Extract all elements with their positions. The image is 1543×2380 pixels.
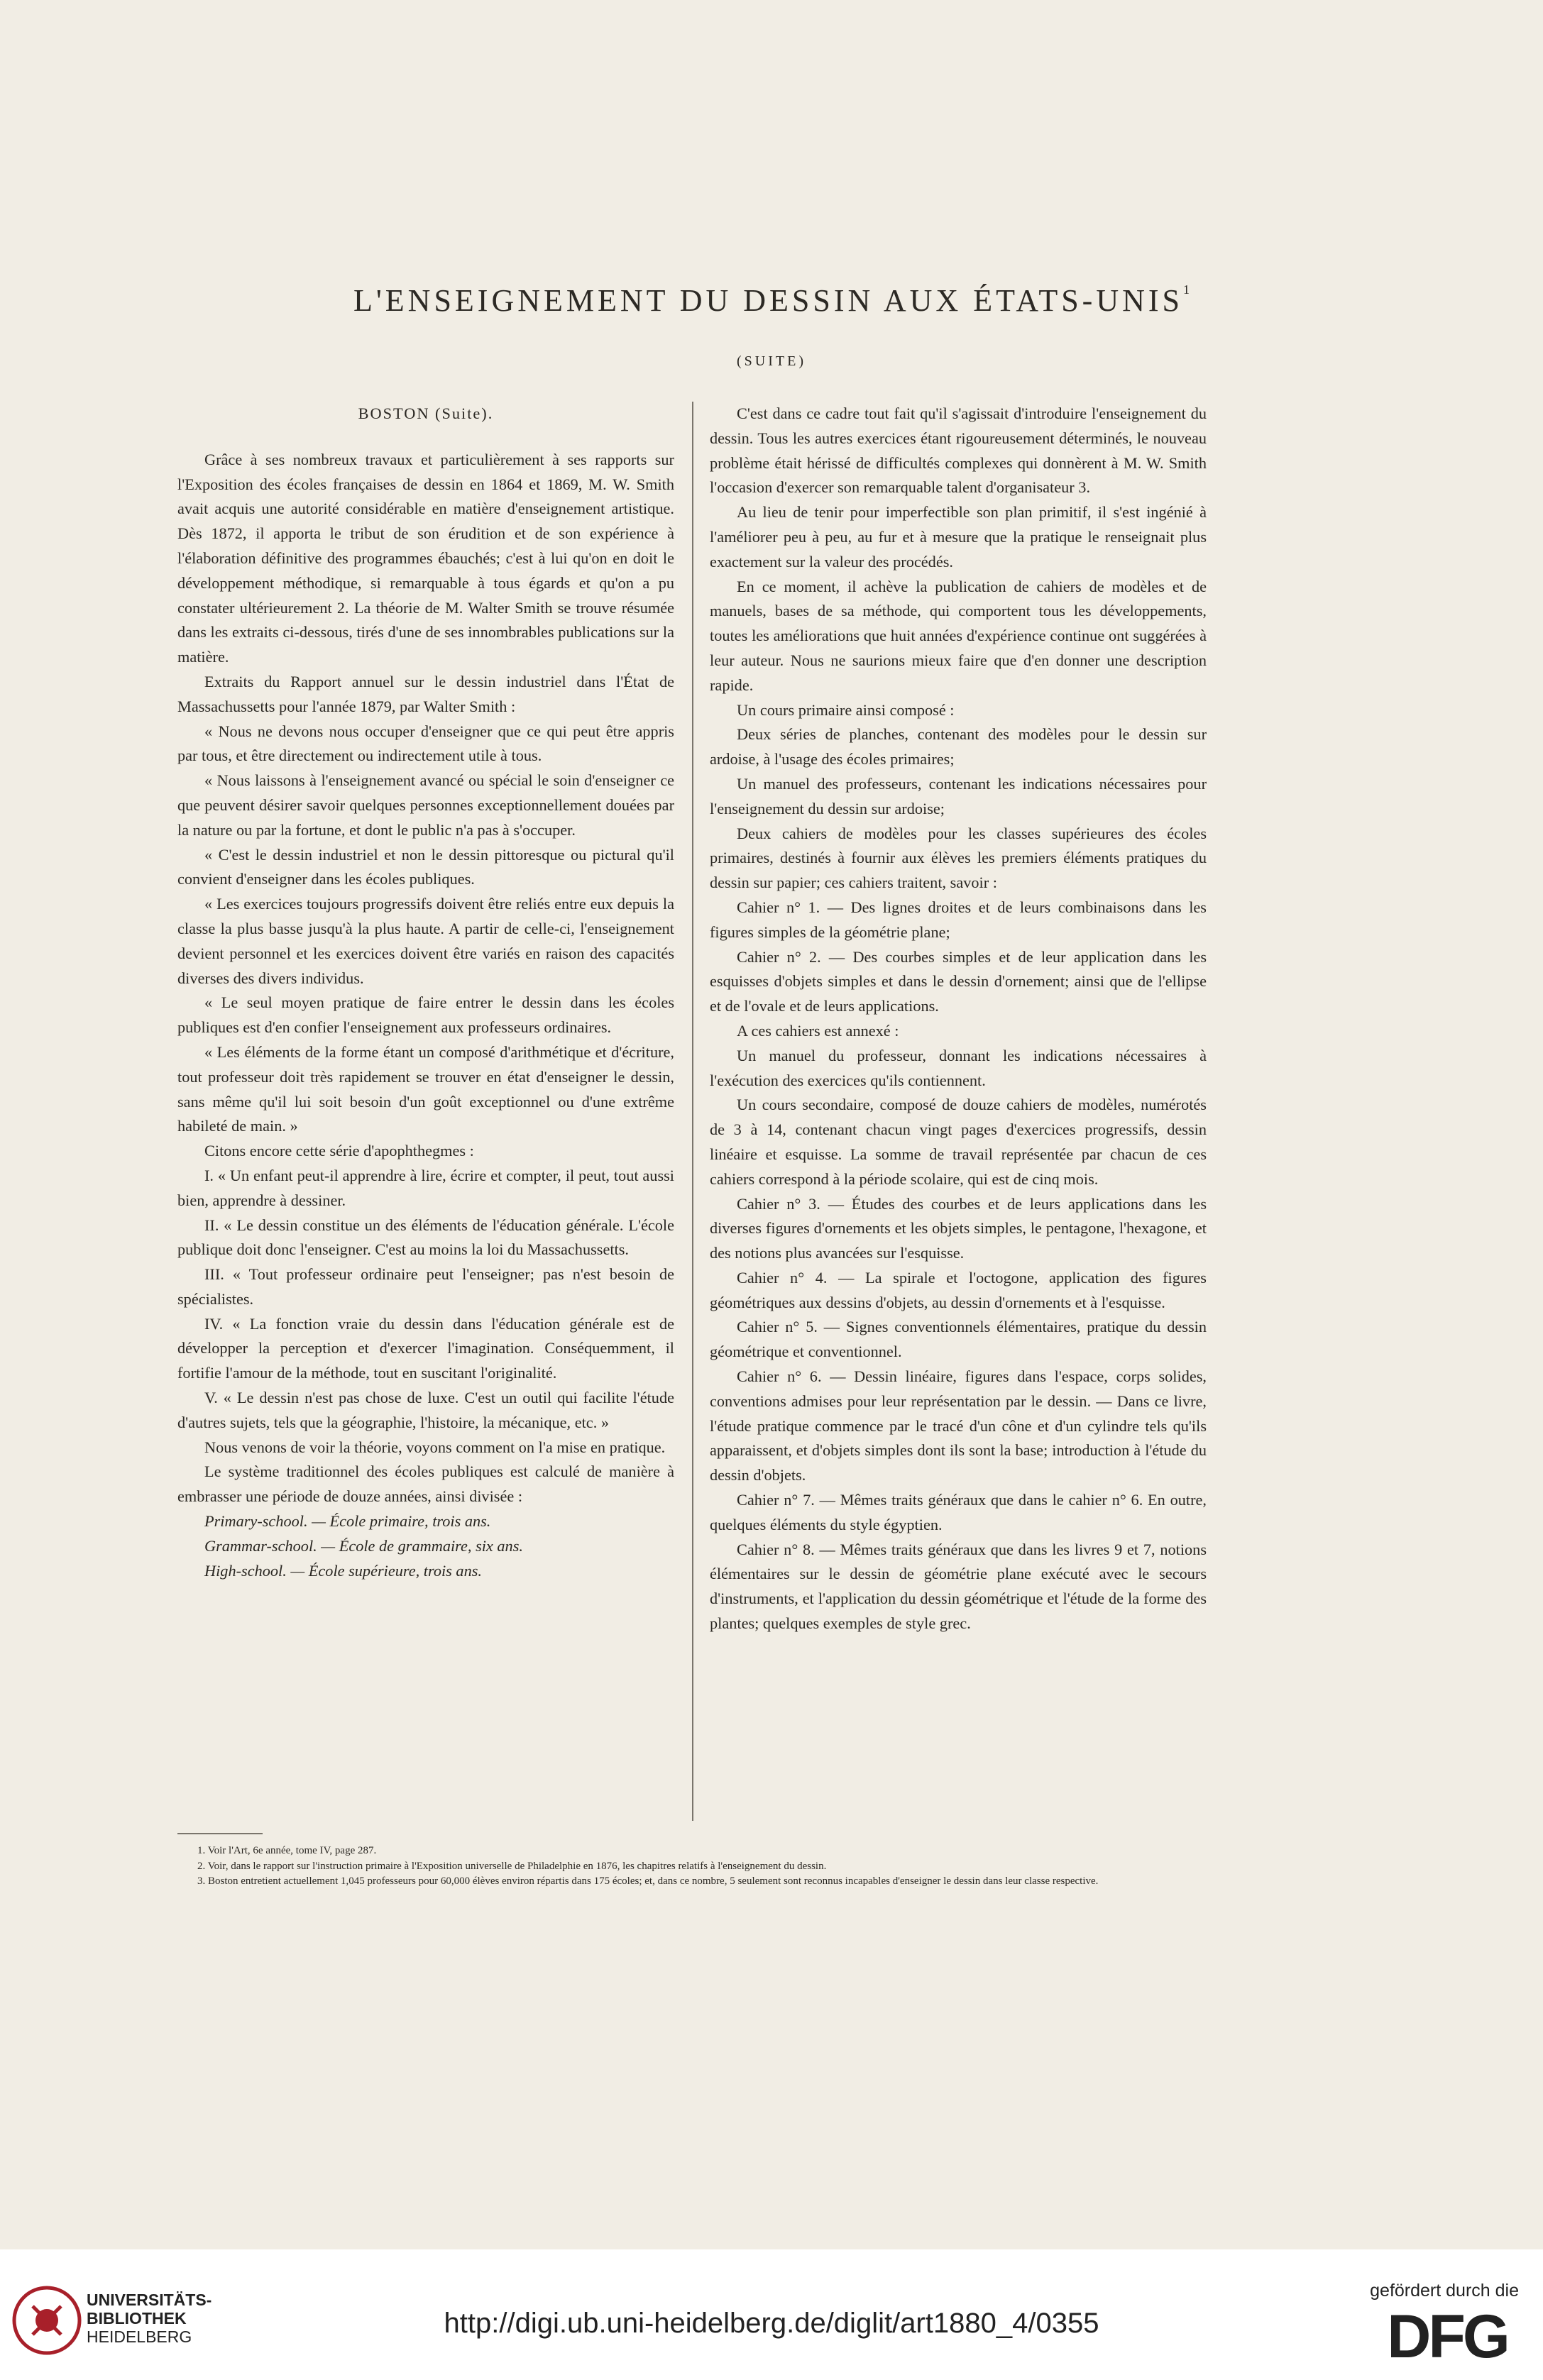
footnote-rule — [177, 1833, 263, 1834]
paragraph: « Nous ne devons nous occuper d'enseigner que ce qui peut être appris par tous, et être directement ou indirectement utile à tous. — [177, 722, 674, 765]
paragraph: Deux cahiers de modèles pour les classes supérieures des écoles primaires, destinés à fournir aux élèves les premiers éléments pratiques du dessin sur papier; ces cahiers traitent, savoir : — [710, 824, 1207, 892]
paragraph: II. « Le dessin constitue un des éléments de l'éducation générale. L'école publique doit donc l'enseigner. C'est au moins la loi du Massachussetts. — [177, 1216, 674, 1259]
paragraph: V. « Le dessin n'est pas chose de luxe. C'est un outil qui facilite l'étude d'autres sujets, tels que la géographie, l'histoire, la mécanique, etc. » — [177, 1389, 674, 1431]
permalink-url[interactable]: http://digi.ub.uni-heidelberg.de/diglit/art1880_4/0355 — [444, 2308, 1099, 2339]
footnote: 3. Boston entretient actuellement 1,045 professeurs pour 60,000 élèves environ répartis dans 175 écoles; et, dans ce nombre, 5 seulement sont reconnus incapables d'enseigner le dessin dans leur classe respective. — [197, 1875, 1099, 1887]
footnote: 2. Voir, dans le rapport sur l'instruction primaire à l'Exposition universelle de Philadelphie en 1876, les chapitres relatifs à l'enseignement du dessin. — [197, 1860, 827, 1872]
paragraph: « Les exercices toujours progressifs doivent être reliés entre eux depuis la classe la plus basse jusqu'à la plus haute. A partir de celle-ci, l'enseignement devient personnel et les exercices doivent être variés en raison des capacités diverses des divers individus. — [177, 895, 674, 987]
paragraph: Nous venons de voir la théorie, voyons comment on l'a mise en pratique. — [204, 1438, 666, 1456]
paragraph: Cahier n° 7. — Mêmes traits généraux que dans le cahier n° 6. En outre, quelques éléments du style égyptien. — [710, 1491, 1207, 1533]
paragraph: Deux séries de planches, contenant des modèles pour le dessin sur ardoise, à l'usage des écoles primaires; — [710, 725, 1207, 768]
paragraph: Un manuel du professeur, donnant les indications nécessaires à l'exécution des exercices qu'ils contiennent. — [710, 1046, 1207, 1089]
title-footnote-marker: 1 — [1183, 282, 1190, 297]
paragraph: Cahier n° 3. — Études des courbes et de leurs applications dans les diverses figures d'ornements et les objets simples, le pentagone, l'hexagone, et des notions plus avancées sur l'esquisse. — [710, 1194, 1207, 1262]
paragraph: Citons encore cette série d'apophthegmes : — [204, 1142, 474, 1160]
funder-caption: gefördert durch die — [1370, 2281, 1519, 2301]
paragraph: « Nous laissons à l'enseignement avancé ou spécial le soin d'enseigner ce que peuvent désirer savoir quelques personnes exceptionnellement douées par la nature ou par la fortune, et dont le public n'a pas à s'occuper. — [177, 771, 674, 839]
viewer-footer — [0, 2249, 1543, 2380]
paragraph: Un cours secondaire, composé de douze cahiers de modèles, numérotés de 3 à 14, contenant chacun vingt pages d'exercices progressifs, dessin linéaire et esquisse. La somme de travail représentée par chacun de ces cahiers correspond à la période scolaire, qui est de cinq mois. — [710, 1096, 1207, 1188]
section-heading: BOSTON (Suite). — [358, 404, 494, 422]
paragraph: « Le seul moyen pratique de faire entrer le dessin dans les écoles publiques est d'en confier l'enseignement aux professeurs ordinaires. — [177, 993, 674, 1037]
paragraph: Cahier n° 4. — La spirale et l'octogone, application des figures géométriques aux dessins d'objets, au dessin d'ornements et à l'esquisse. — [710, 1268, 1207, 1311]
paragraph: « C'est le dessin industriel et non le dessin pittoresque ou pictural qu'il convient d'enseigner dans les écoles publiques. — [177, 845, 674, 888]
paragraph: Cahier n° 6. — Dessin linéaire, figures dans l'espace, corps solides, conventions admises pour leur représentation par le dessin. — Dans ce livre, l'étude pratique commence par le tracé d'un cône et d'un cylindre tels qu'ils apparaissent, et d'objets simples dont ils sont la base; introduction à l'étude du dessin d'objets. — [710, 1367, 1207, 1484]
dfg-logo-text: DFG — [1387, 2308, 1508, 2364]
right-column — [710, 402, 1207, 1636]
footnote: 1. Voir l'Art, 6e année, tome IV, page 287. — [197, 1845, 377, 1856]
footnotes — [177, 1844, 1207, 1890]
paragraph: III. « Tout professeur ordinaire peut l'enseigner; pas n'est besoin de spécialistes. — [177, 1265, 674, 1308]
article-subtitle: (SUITE) — [737, 353, 806, 369]
paragraph: Extraits du Rapport annuel sur le dessin industriel dans l'État de Massachussetts pour l'année 1879, par Walter Smith : — [177, 672, 674, 715]
paragraph: Au lieu de tenir pour imperfectible son plan primitif, il s'est ingénié à l'améliorer peu à peu, au fur et à mesure que la pratique le renseignait plus exactement sur la valeur des procédés. — [710, 503, 1207, 571]
library-name-line1: UNIVERSITÄTS- — [87, 2291, 212, 2309]
paragraph: Primary-school. — École primaire, trois ans. — [204, 1512, 491, 1531]
left-column — [177, 402, 674, 1583]
paragraph: High-school. — École supérieure, trois ans. — [204, 1561, 482, 1580]
library-name-line3: HEIDELBERG — [87, 2327, 192, 2346]
paragraph: Un cours primaire ainsi composé : — [737, 700, 955, 719]
paragraph: I. « Un enfant peut-il apprendre à lire, écrire et compter, il peut, tout aussi bien, apprendre à dessiner. — [177, 1166, 674, 1209]
paragraph: En ce moment, il achève la publication de cahiers de modèles et de manuels, bases de sa méthode, qui comportent tous les développements, toutes les améliorations que huit années d'expérience continue ont suggérées à leur auteur. Nous ne saurions mieux faire que d'en donner une description rapide. — [710, 577, 1207, 694]
paragraph: Cahier n° 8. — Mêmes traits généraux que dans les livres 9 et 7, notions élémentaires sur le dessin de géométrie plane exécuté avec le secours d'instruments, et l'application du dessin géométrique et l'étude de la forme des plantes; quelques exemples de style grec. — [710, 1540, 1207, 1633]
dfg-logo[interactable] — [1373, 2308, 1522, 2364]
column-divider — [692, 402, 693, 1821]
article-title: L'ENSEIGNEMENT DU DESSIN AUX ÉTATS-UNIS$^1$ — [353, 282, 1190, 318]
paragraph: A ces cahiers est annexé : — [737, 1021, 899, 1040]
paragraph: Un manuel des professeurs, contenant les indications nécessaires pour l'enseignement du dessin sur ardoise; — [710, 774, 1207, 817]
paragraph: « Les éléments de la forme étant un composé d'arithmétique et d'écriture, tout professeur doit très rapidement se trouver en état d'enseigner le dessin, sans même qu'il lui soit besoin d'un goût exceptionnel ou d'une extrême habileté de main. » — [177, 1042, 674, 1135]
paragraph: Cahier n° 5. — Signes conventionnels élémentaires, pratique du dessin géométrique et conventionnel. — [710, 1318, 1207, 1361]
paragraph: IV. « La fonction vraie du dessin dans l'éducation générale est de développer la perception et d'exercer l'imagination. Conséquemment, il fortifie l'amour de la méthode, tout en suscitant l'originalité. — [177, 1314, 674, 1382]
paragraph: Cahier n° 2. — Des courbes simples et de leur application dans les esquisses d'objets simples et dans le dessin d'ornement; ainsi que de l'ellipse et de l'ovale et de leurs applications. — [710, 947, 1207, 1015]
paragraph: Grâce à ses nombreux travaux et particulièrement à ses rapports sur l'Exposition des écoles françaises de dessin en 1864 et 1869, M. W. Smith avait acquis une autorité considérable en matière d'enseignement artistique. Dès 1872, il apporta le tribut de son érudition et de son expérience à l'élaboration définitive des programmes ébauchés; c'est à lui qu'on en doit le développement méthodique, si remarquable à tous égards et qu'on a pu constater ultérieurement 2. La théorie de M. Walter Smith se trouve résumée dans les extraits ci-dessous, tirés d'une de ses innombrables publications sur la matière. — [177, 450, 674, 666]
paragraph: Cahier n° 1. — Des lignes droites et de leurs combinaisons dans les figures simples de la géométrie plane; — [710, 898, 1207, 941]
library-name-line2: BIBLIOTHEK — [87, 2309, 187, 2327]
paragraph: Grammar-school. — École de grammaire, six ans. — [204, 1536, 523, 1555]
paragraph: C'est dans ce cadre tout fait qu'il s'agissait d'introduire l'enseignement du dessin. Tous les autres exercices étant rigoureusement déterminés, le nouveau problème était hérissé de difficultés complexes qui donnèrent à M. W. Smith l'occasion d'exercer son remarquable talent d'organisateur 3. — [710, 404, 1207, 497]
paragraph: Le système traditionnel des écoles publiques est calculé de manière à embrasser une période de douze années, ainsi divisée : — [177, 1462, 674, 1506]
